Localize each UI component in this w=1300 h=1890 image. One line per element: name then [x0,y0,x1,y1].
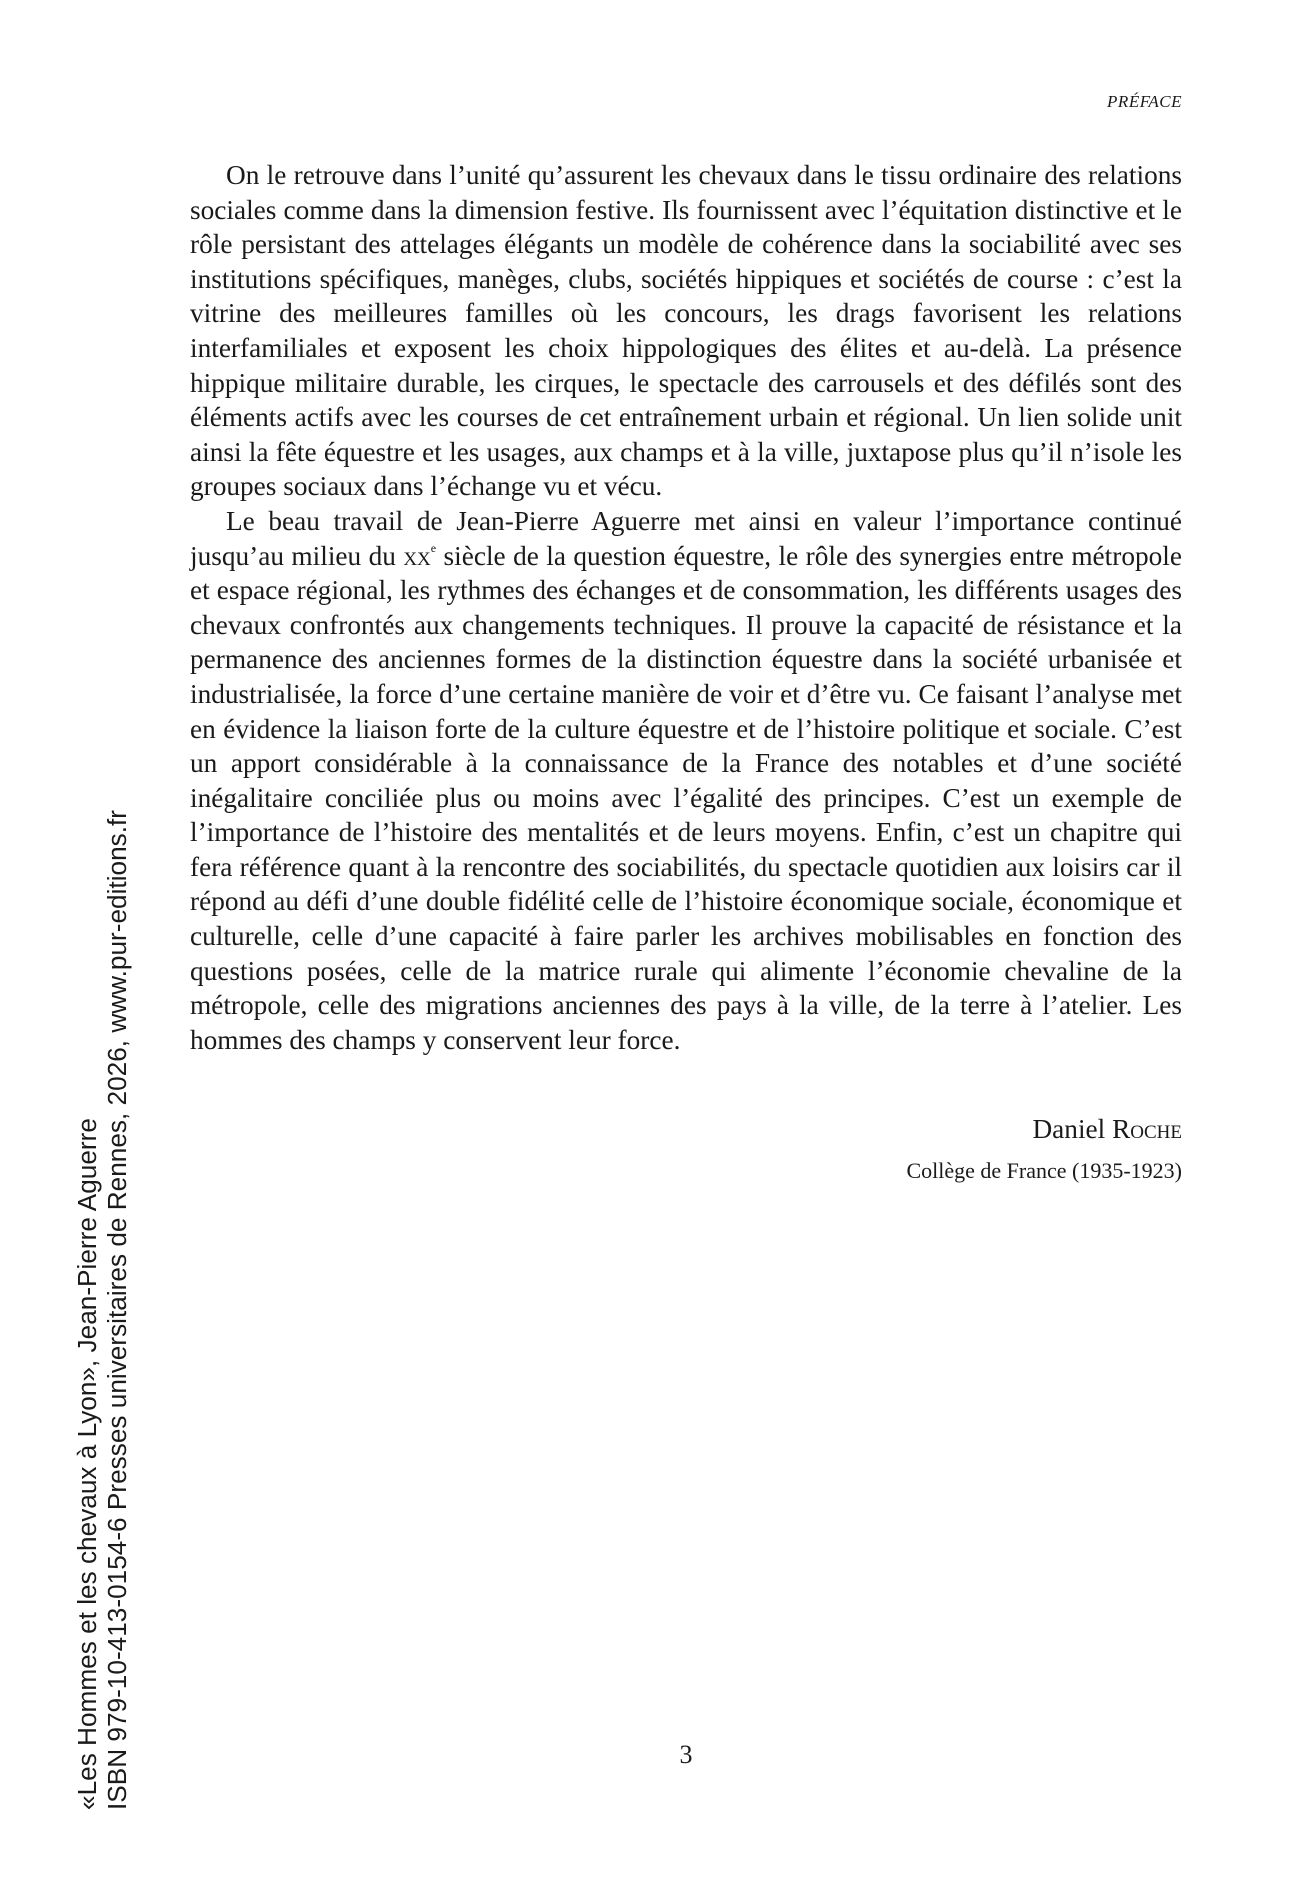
side-notice-line-2: ISBN 979-10-413-0154-6 Presses universitaires de Rennes, 2026, www.pur-editions.fr [102,809,132,1810]
author-first-name: Daniel [1032,1114,1106,1144]
body-text [190,158,1182,1057]
side-notice-line-1: «Les Hommes et les chevaux à Lyon», Jean-Pierre Aguerre [72,1118,102,1810]
century-numeral: xx [403,540,431,571]
author-last-name: Roche [1112,1114,1182,1144]
paragraph-2 [190,504,1182,1058]
paragraph-2-text-a: Le beau travail de Jean-Pierre Aguerre met ainsi en valeur l’importance continué jusqu’au milieu du [190,505,1182,571]
author-affiliation: Collège de France (1935-1923) [906,1158,1182,1183]
paragraph-2-text-b: siècle de la question équestre, le rôle des synergies entre métropole et espace régional, les rythmes des échanges et de consommation, les différents usages des chevaux confrontés aux changements techniques. Il prouve la capacité de résistance et la permanence des anciennes formes de la distinction équestre dans la société urbanisée et industrialisée, la force d’une certaine manière de voir et d’être vu. Ce faisant l’analyse met en évidence la liaison forte de la culture équestre et de l’histoire politique et sociale. C’est un apport considérable à la connaissance de la France des notables et d’une société inégalitaire conciliée plus ou moins avec l’égalité des principes. C’est un exemple de l’importance de l’histoire des mentalités et de leurs moyens. Enfin, c’est un chapitre qui fera référence quant à la rencontre des sociabilités, du spectacle quotidien aux loisirs car il répond au défi d’une double fidélité celle de l’histoire économique sociale, économique et culturelle, celle d’une capacité à faire parler les archives mobilisables en fonction des questions posées, celle de la matrice rurale qui alimente l’économie chevaline de la métropole, celle des migrations anciennes des pays à la ville, de la terre à l’atelier. Les hommes des champs y conservent leur force. [190,540,1182,1055]
running-head: PRÉFACE [1107,92,1182,111]
page-number: 3 [679,1740,693,1769]
century-superscript: e [430,540,437,555]
author-signature [1032,1114,1182,1145]
copyright-side-notice [72,810,132,1810]
paragraph-1: On le retrouve dans l’unité qu’assurent les chevaux dans le tissu ordinaire des relations sociales comme dans la dimension festive. Ils fournissent avec l’équitation distinctive et le rôle persistant des attelages élégants un modèle de cohérence dans la sociabilité avec ses institutions spécifiques, manèges, clubs, sociétés hippiques et sociétés de course : c’est la vitrine des meilleures familles où les concours, les drags favorisent les relations interfamiliales et exposent les choix hippologiques des élites et au-delà. La présence hippique militaire durable, les cirques, le spectacle des carrousels et des défilés sont des éléments actifs avec les courses de cet entraînement urbain et régional. Un lien solide unit ainsi la fête équestre et les usages, aux champs et à la ville, juxtapose plus qu’il n’isole les groupes sociaux dans l’échange vu et vécu. [190,160,1182,502]
